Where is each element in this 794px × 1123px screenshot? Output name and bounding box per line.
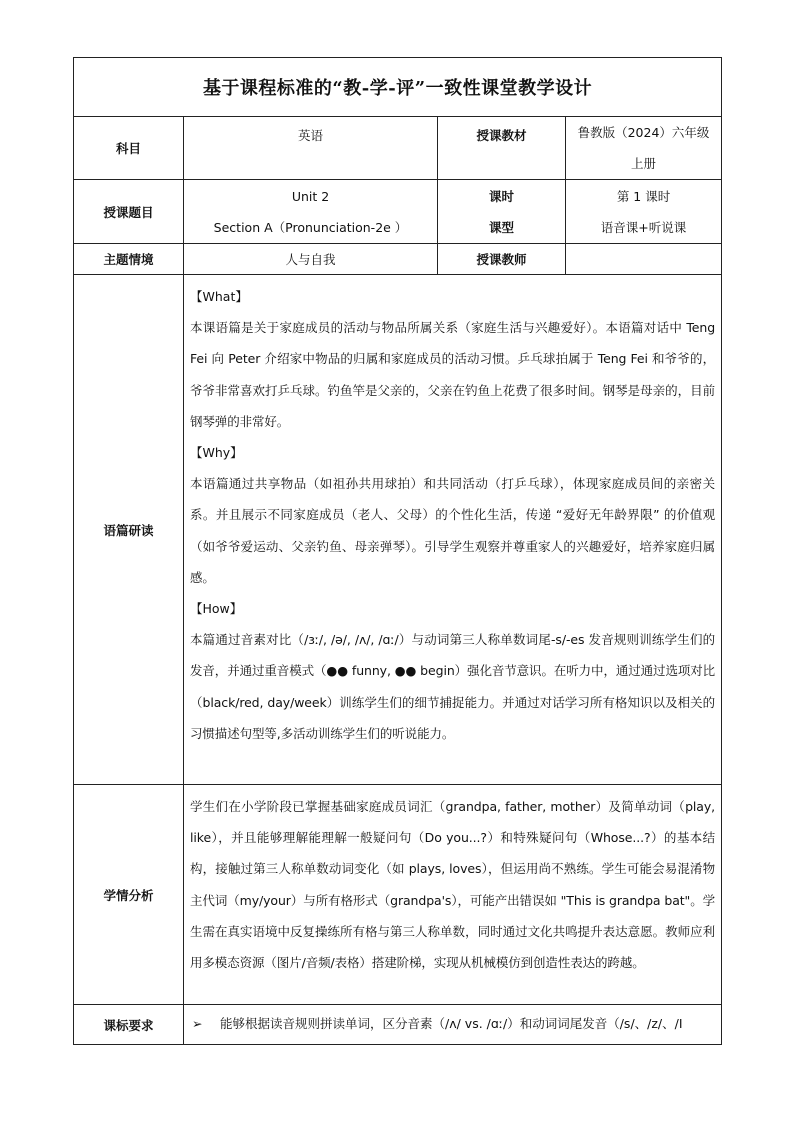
period-value: 第 1 课时 [616, 188, 671, 204]
why-heading: 【Why】 [190, 445, 243, 461]
learner-analysis-label: 学情分析 [74, 785, 184, 1005]
lesson-plan-table [73, 57, 722, 1045]
how-body: 本篇通过音素对比（/ɜː/, /ə/, /ʌ/, /ɑː/）与动词第三人称单数词尾-s/-es 发音规则训练学生们的发音，并通过重音模式（●● funny, ●● begin）强化音节意识。在听力中，通过通过选项对比（black/red, day/week）训练学生们的细节捕捉能力。并通过对话学习所有格知识以及相关的习惯描述句型等,多活动训练学生们的听说能力。 [190, 632, 716, 741]
arrow-bullet-icon: ➢ [192, 1016, 203, 1031]
how-heading: 【How】 [190, 601, 243, 617]
material-line-2: 上册 [631, 156, 657, 171]
period-type-labels [438, 180, 566, 244]
curriculum-line: 能够根据读音规则拼读单词，区分音素（/ʌ/ vs. /ɑː/）和动词词尾发音（/s/、/z/、/I [220, 1016, 683, 1031]
what-heading: 【What】 [190, 289, 248, 304]
theme-label: 主题情境 [74, 244, 184, 275]
topic-line-1: Unit 2 [291, 188, 330, 204]
curriculum-content [184, 1005, 722, 1045]
what-body: 本课语篇是关于家庭成员的活动与物品所属关系（家庭生活与兴趣爱好）。本语篇对话中 Teng Fei 向 Peter 介绍家中物品的归属和家庭成员的活动习惯。乒乓球拍属于 Teng Fei 和爷爷的，爷爷非常喜欢打乒乓球。钓鱼竿是父亲的，父亲在钓鱼上花费了很多时间。钢琴是母亲的，目前钢琴弹的非常好。 [190, 320, 716, 429]
period-type-values [566, 180, 722, 244]
why-body: 本语篇通过共享物品（如祖孙共用球拍）和共同活动（打乒乓球），体现家庭成员间的亲密关系。并且展示不同家庭成员（老人、父母）的个性化生活，传递 “爱好无年龄界限” 的价值观（如爷爷爱运动、父亲钓鱼、母亲弹琴）。引导学生观察并尊重家人的兴趣爱好，培养家庭归属感。 [190, 476, 716, 585]
topic-line-2: Section A（Pronunciation-2e ） [213, 219, 408, 235]
material-value [566, 117, 722, 180]
teacher-value [566, 244, 722, 275]
subject-label: 科目 [74, 117, 184, 180]
learner-analysis-body: 学生们在小学阶段已掌握基础家庭成员词汇（grandpa, father, mother）及简单动词（play, like），并且能够理解能理解一般疑问句（Do you...?）和特殊疑问句（Whose...?）的基本结构，接触过第三人称单数动词变化（如 plays, loves），但运用尚不熟练。学生可能会易混淆物主代词（my/your）与所有格形式（grandpa's），可能产出错误如 "This is grandpa bat"。学生需在真实语境中反复操练所有格与第三人称单数，同时通过文化共鸣提升表达意愿。教师应利用多模态资源（图片/音频/表格）搭建阶梯，实现从机械模仿到创造性表达的跨越。 [184, 785, 722, 1005]
topic-label: 授课题目 [74, 180, 184, 244]
type-value: 语音课+听说课 [600, 219, 687, 235]
material-label: 授课教材 [438, 117, 566, 180]
theme-value: 人与自我 [184, 244, 438, 275]
material-line-1: 鲁教版（2024）六年级 [577, 125, 710, 140]
topic-value [184, 180, 438, 244]
subject-value: 英语 [184, 117, 438, 180]
period-label: 课时 [488, 188, 514, 204]
curriculum-label: 课标要求 [74, 1005, 184, 1045]
text-study-label: 语篇研读 [74, 275, 184, 785]
type-label: 课型 [488, 219, 514, 235]
text-study-content [184, 275, 722, 785]
document-title: 基于课程标准的“教-学-评”一致性课堂教学设计 [74, 58, 722, 117]
teacher-label: 授课教师 [438, 244, 566, 275]
